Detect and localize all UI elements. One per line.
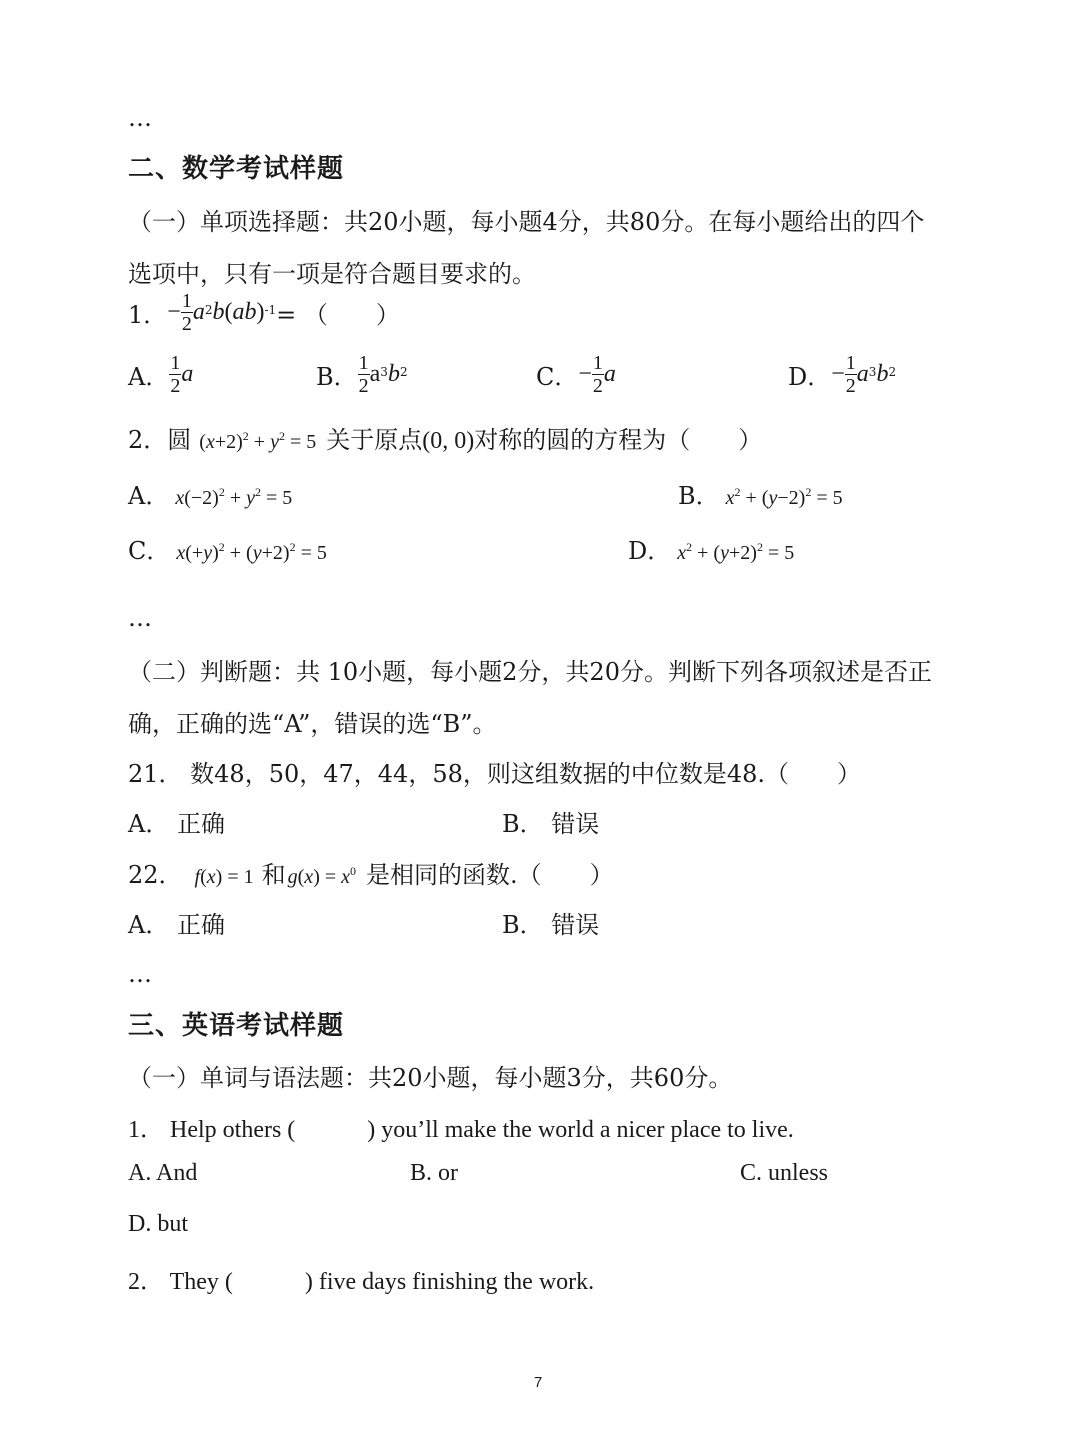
math-q2-option-c: C． $x(+y)^2 + (y+2)^2 = 5$ [128, 537, 327, 565]
english-section1: （一）单词与语法题：共20小题，每小题3分，共60分。 [128, 1064, 733, 1092]
page-number: 7 [534, 1374, 543, 1391]
ellipsis-top: … [128, 104, 152, 132]
math-section1-line1: （一）单项选择题：共20小题，每小题4分，共80分。在每小题给出的四个 [128, 208, 925, 236]
math-q2-option-b: B． $x^2 + (y-2)^2 = 5$ [678, 482, 843, 510]
english-q1-option-b: B. or [410, 1160, 458, 1186]
math-q22-option-b: B． 错误 [502, 911, 600, 939]
math-q2-option-a: A． $x(-2)^2 + y^2 = 5$ [128, 482, 293, 510]
math-q22-g-equation: $g(x) = x^0$ [287, 864, 357, 888]
english-q2: 2． They ( ) five days finishing the work. [128, 1269, 595, 1295]
math-q1-option-a: A． $\frac{1}{2}$ a [128, 351, 194, 397]
english-q1-option-a: A. And [128, 1160, 198, 1186]
math-q22-option-a: A． 正确 [128, 911, 225, 939]
math-section2-line1: （二）判断题：共 10小题，每小题2分，共20分。判断下列各项叙述是否正 [128, 658, 932, 686]
ellipsis-math-1: … [128, 604, 152, 632]
math-q21-option-a: A． 正确 [128, 810, 225, 838]
ellipsis-math-2: … [128, 960, 152, 988]
math-section2-line2: 确，正确的选“A”，错误的选“B”。 [128, 710, 497, 738]
math-q21-option-b: B． 错误 [502, 810, 600, 838]
english-q1-option-d: D. but [128, 1211, 188, 1237]
math-heading: 二、数学考试样题 [128, 154, 345, 184]
math-q22-f-equation: f(x) = 1 [194, 866, 254, 888]
math-q21: 21． 数48，50，47，44，58，则这组数据的中位数是48.（ ） [128, 760, 862, 788]
math-q1-option-b: B． $\frac{1}{2}$ a $^3$ b $^2$ [316, 351, 408, 397]
math-q2-circle-equation: $(x+2)^2 + y^2 = 5$ [199, 429, 317, 453]
math-q2: 2．圆 $(x+2)^2 + y^2 = 5$ 关于原点 (0, 0) 对称的圆的方程为（ ） [128, 426, 763, 454]
math-q1 [128, 286, 400, 338]
math-q1-number: 1． [128, 300, 168, 329]
math-q1-option-c: C． − $\frac{1}{2}$ a [536, 351, 616, 397]
math-q1-option-d: D． − $\frac{1}{2}$ a $^3$ b $^2$ [788, 351, 897, 397]
english-q1: 1． Help others ( ) you’ll make the world a nicer place to live. [128, 1117, 794, 1143]
math-q22: 22． f(x) = 1 和 $g(x) = x^0$ 是相同的函数.（ ） [128, 861, 614, 889]
math-q2-option-d: D． $x^2 + (y+2)^2 = 5$ [628, 537, 795, 565]
english-heading: 三、英语考试样题 [128, 1011, 345, 1041]
english-q1-option-c: C. unless [740, 1160, 829, 1186]
math-q1-blank: = （ ） [276, 300, 400, 329]
math-q1-expression: − $\frac{1}{2}$ a $^2$ b ( ab ) $^{-1}$ [167, 289, 277, 335]
math-section1-line2: 选项中，只有一项是符合题目要求的。 [128, 260, 536, 288]
